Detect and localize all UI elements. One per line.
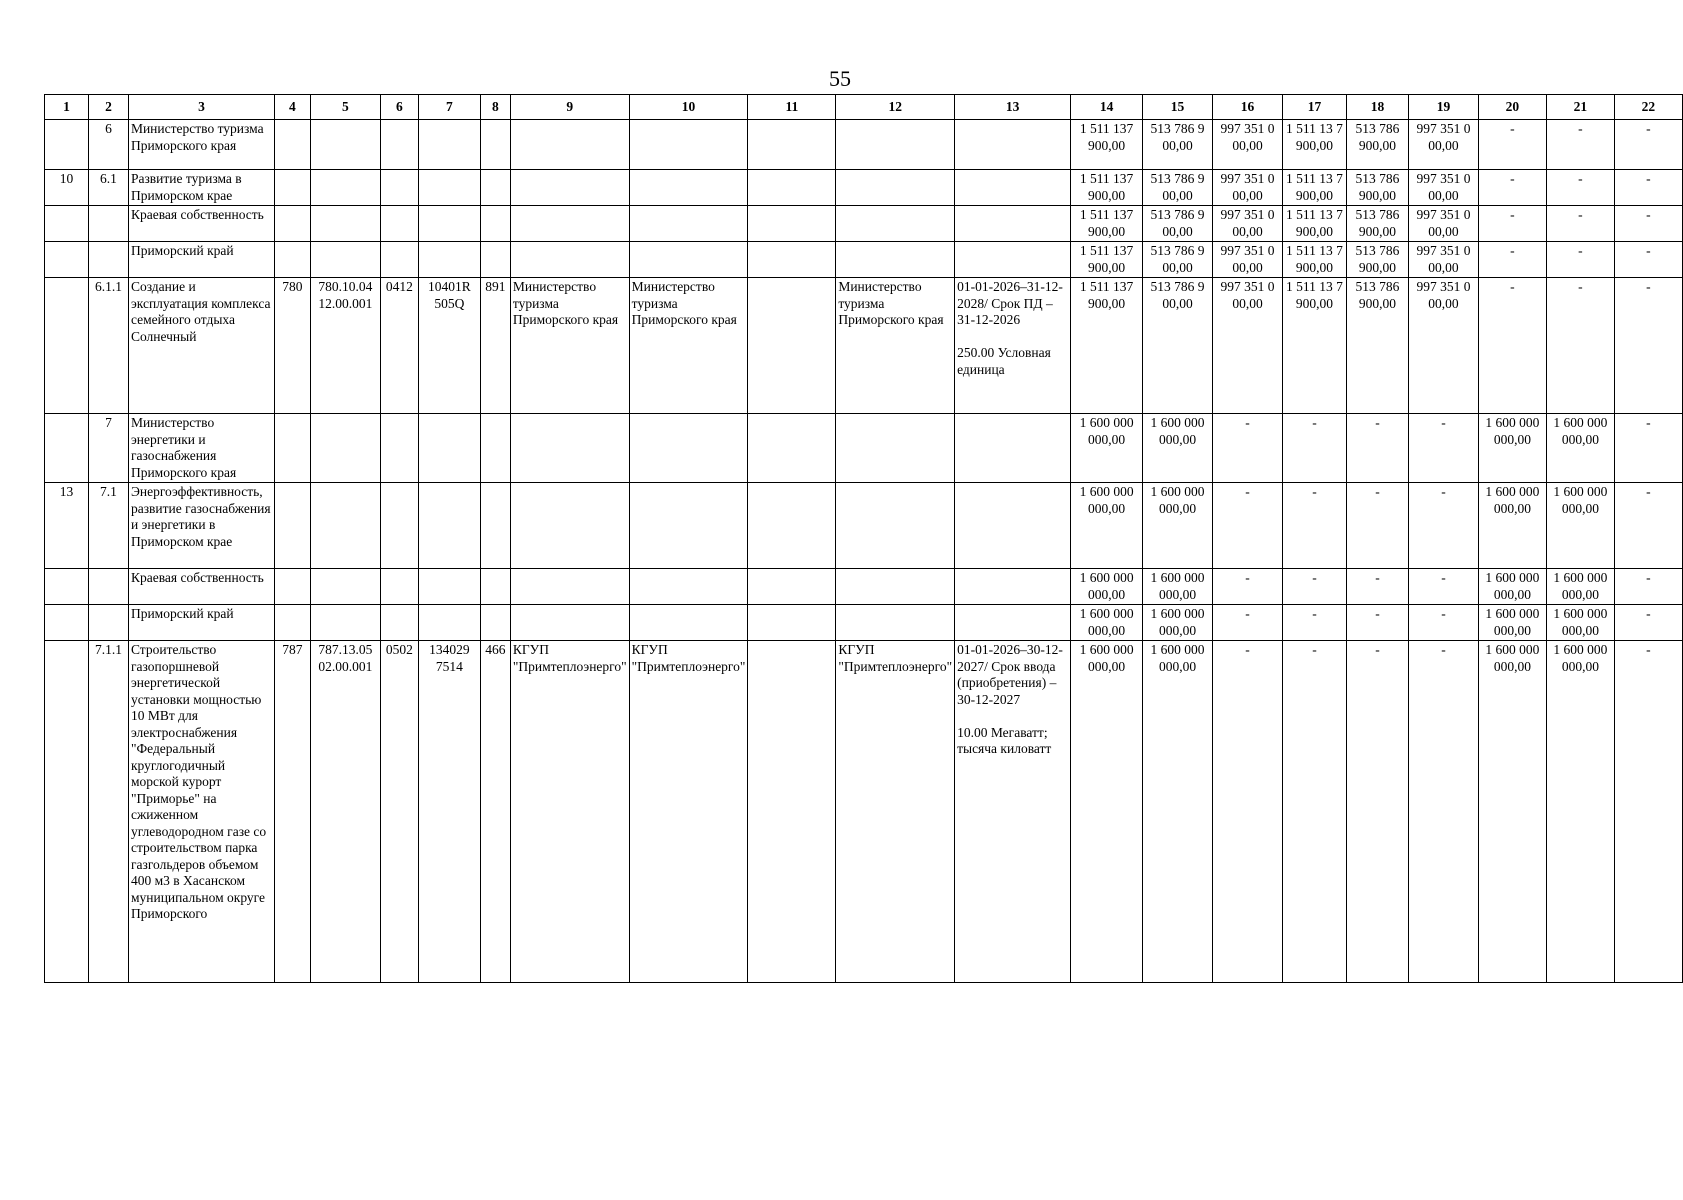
table-cell-col-12 (836, 605, 955, 641)
table-cell-col-18: 513 786 900,00 (1346, 278, 1408, 414)
table-cell-col-18: - (1346, 569, 1408, 605)
table-cell-col-8 (480, 120, 510, 170)
table-cell-col-13 (955, 120, 1071, 170)
table-cell-col-14: 1 600 000 000,00 (1071, 605, 1143, 641)
table-cell-col-15: 1 600 000 000,00 (1143, 605, 1213, 641)
table-cell-col-22: - (1614, 170, 1682, 206)
table-cell-col-9 (510, 120, 629, 170)
table-cell-col-16: - (1213, 483, 1283, 569)
column-header-4: 4 (274, 95, 310, 120)
column-header-22: 22 (1614, 95, 1682, 120)
table-cell-col-5: 787.13.05 02.00.001 (310, 641, 380, 983)
table-cell-col-20: 1 600 000 000,00 (1478, 641, 1546, 983)
column-header-14: 14 (1071, 95, 1143, 120)
table-cell-col-7 (418, 120, 480, 170)
table-cell-col-13 (955, 170, 1071, 206)
table-cell-col-10 (629, 483, 748, 569)
table-cell-col-21: - (1546, 120, 1614, 170)
table-cell-col-11 (748, 569, 836, 605)
table-cell-col-18: 513 786 900,00 (1346, 120, 1408, 170)
table-cell-col-18: - (1346, 641, 1408, 983)
table-cell-col-6 (380, 242, 418, 278)
table-cell-col-18: 513 786 900,00 (1346, 242, 1408, 278)
table-cell-col-19: 997 351 0 00,00 (1408, 120, 1478, 170)
column-header-1: 1 (45, 95, 89, 120)
table-cell-col-3: Министерство туризма Приморского края (128, 120, 274, 170)
table-cell-col-1 (45, 206, 89, 242)
table-cell-col-17: - (1282, 641, 1346, 983)
table-cell-col-11 (748, 641, 836, 983)
table-row (45, 170, 1683, 206)
table-cell-col-4 (274, 242, 310, 278)
column-header-10: 10 (629, 95, 748, 120)
table-cell-col-4 (274, 483, 310, 569)
table-row (45, 242, 1683, 278)
table-cell-col-11 (748, 120, 836, 170)
column-header-6: 6 (380, 95, 418, 120)
table-cell-col-20: 1 600 000 000,00 (1478, 483, 1546, 569)
table-cell-col-20: - (1478, 242, 1546, 278)
table-cell-col-8 (480, 206, 510, 242)
table-cell-col-5: 780.10.04 12.00.001 (310, 278, 380, 414)
table-cell-col-4: 780 (274, 278, 310, 414)
table-cell-col-19: 997 351 0 00,00 (1408, 170, 1478, 206)
table-cell-col-15: 513 786 9 00,00 (1143, 206, 1213, 242)
table-cell-col-6 (380, 206, 418, 242)
table-cell-col-8 (480, 414, 510, 483)
table-cell-col-19: 997 351 0 00,00 (1408, 242, 1478, 278)
column-header-2: 2 (88, 95, 128, 120)
table-cell-col-11 (748, 170, 836, 206)
table-cell-col-17: 1 511 13 7 900,00 (1282, 206, 1346, 242)
table-cell-col-10 (629, 242, 748, 278)
table-cell-col-7 (418, 414, 480, 483)
table-cell-col-16: - (1213, 641, 1283, 983)
table-cell-col-10 (629, 120, 748, 170)
table-cell-col-8 (480, 170, 510, 206)
table-cell-col-14: 1 511 137 900,00 (1071, 242, 1143, 278)
table-cell-col-2: 7.1.1 (88, 641, 128, 983)
table-cell-col-19: - (1408, 483, 1478, 569)
table-cell-col-15: 1 600 000 000,00 (1143, 483, 1213, 569)
table-cell-col-17: 1 511 13 7 900,00 (1282, 170, 1346, 206)
table-cell-col-14: 1 600 000 000,00 (1071, 414, 1143, 483)
table-cell-col-12 (836, 414, 955, 483)
table-cell-col-22: - (1614, 278, 1682, 414)
table-cell-col-8: 891 (480, 278, 510, 414)
table-cell-col-6 (380, 414, 418, 483)
table-cell-col-11 (748, 605, 836, 641)
table-cell-col-1: 10 (45, 170, 89, 206)
table-cell-col-5 (310, 569, 380, 605)
table-cell-col-17: - (1282, 569, 1346, 605)
table-cell-col-12 (836, 483, 955, 569)
table-cell-col-1 (45, 414, 89, 483)
table-cell-col-8 (480, 605, 510, 641)
table-cell-col-1: 13 (45, 483, 89, 569)
table-cell-col-3: Приморский край (128, 242, 274, 278)
table-cell-col-19: 997 351 0 00,00 (1408, 206, 1478, 242)
table-cell-col-4 (274, 605, 310, 641)
table-cell-col-13: 01-01-2026–30-12-2027/ Срок ввода (приобретения) – 30-12-2027 10.00 Мегаватт; тысяча киловатт (955, 641, 1071, 983)
column-header-8: 8 (480, 95, 510, 120)
table-cell-col-9: Министерство туризма Приморского края (510, 278, 629, 414)
table-cell-col-5 (310, 483, 380, 569)
table-cell-col-7 (418, 569, 480, 605)
table-cell-col-20: 1 600 000 000,00 (1478, 569, 1546, 605)
table-cell-col-2: 6 (88, 120, 128, 170)
column-header-12: 12 (836, 95, 955, 120)
table-cell-col-10 (629, 605, 748, 641)
table-cell-col-14: 1 511 137 900,00 (1071, 278, 1143, 414)
table-cell-col-16: 997 351 0 00,00 (1213, 242, 1283, 278)
column-header-21: 21 (1546, 95, 1614, 120)
table-cell-col-6: 0502 (380, 641, 418, 983)
table-cell-col-5 (310, 206, 380, 242)
table-cell-col-8: 466 (480, 641, 510, 983)
table-cell-col-21: 1 600 000 000,00 (1546, 641, 1614, 983)
table-cell-col-1 (45, 569, 89, 605)
table-cell-col-16: - (1213, 414, 1283, 483)
table-cell-col-20: - (1478, 206, 1546, 242)
table-cell-col-2: 6.1.1 (88, 278, 128, 414)
table-cell-col-9: КГУП "Примтеплоэнерго" (510, 641, 629, 983)
table-cell-col-5 (310, 170, 380, 206)
table-cell-col-16: 997 351 0 00,00 (1213, 206, 1283, 242)
table-cell-col-19: 997 351 0 00,00 (1408, 278, 1478, 414)
table-cell-col-11 (748, 278, 836, 414)
table-cell-col-2: 7 (88, 414, 128, 483)
table-cell-col-3: Строительство газопоршневой энергетической установки мощностью 10 МВт для электроснабжения "Федеральный круглогодичный морской курорт "Приморье" на сжиженном углеводородном газе со строительством парка газгольдеров объемом 400 м3 в Хасанском муниципальном округе Приморского (128, 641, 274, 983)
table-cell-col-3: Создание и эксплуатация комплекса семейного отдыха Солнечный (128, 278, 274, 414)
table-cell-col-9 (510, 605, 629, 641)
header-row (45, 95, 1683, 120)
table-cell-col-22: - (1614, 605, 1682, 641)
table-cell-col-17: - (1282, 483, 1346, 569)
table-cell-col-7 (418, 242, 480, 278)
budget-table (44, 94, 1683, 983)
table-cell-col-13 (955, 414, 1071, 483)
table-cell-col-21: 1 600 000 000,00 (1546, 483, 1614, 569)
table-cell-col-9 (510, 206, 629, 242)
table-cell-col-9 (510, 242, 629, 278)
table-cell-col-4: 787 (274, 641, 310, 983)
table-row (45, 278, 1683, 414)
table-cell-col-21: 1 600 000 000,00 (1546, 605, 1614, 641)
table-cell-col-12 (836, 170, 955, 206)
table-cell-col-10 (629, 569, 748, 605)
table-cell-col-20: - (1478, 170, 1546, 206)
table-cell-col-21: 1 600 000 000,00 (1546, 569, 1614, 605)
table-cell-col-3: Энергоэффективность, развитие газоснабжения и энергетики в Приморском крае (128, 483, 274, 569)
table-cell-col-2: 6.1 (88, 170, 128, 206)
table-cell-col-12 (836, 569, 955, 605)
column-header-7: 7 (418, 95, 480, 120)
table-row (45, 605, 1683, 641)
table-cell-col-14: 1 600 000 000,00 (1071, 641, 1143, 983)
table-cell-col-1 (45, 641, 89, 983)
table-cell-col-17: - (1282, 605, 1346, 641)
table-cell-col-3: Краевая собственность (128, 206, 274, 242)
table-cell-col-21: - (1546, 278, 1614, 414)
table-row (45, 206, 1683, 242)
page-number: 55 (829, 66, 851, 91)
table-cell-col-16: - (1213, 605, 1283, 641)
column-header-20: 20 (1478, 95, 1546, 120)
table-cell-col-6 (380, 605, 418, 641)
table-cell-col-18: 513 786 900,00 (1346, 170, 1408, 206)
table-row (45, 641, 1683, 983)
table-cell-col-19: - (1408, 605, 1478, 641)
table-cell-col-3: Краевая собственность (128, 569, 274, 605)
table-cell-col-2 (88, 605, 128, 641)
table-cell-col-22: - (1614, 242, 1682, 278)
table-cell-col-14: 1 511 137 900,00 (1071, 120, 1143, 170)
table-cell-col-5 (310, 242, 380, 278)
table-cell-col-15: 1 600 000 000,00 (1143, 414, 1213, 483)
table-cell-col-16: 997 351 0 00,00 (1213, 278, 1283, 414)
table-cell-col-9 (510, 569, 629, 605)
table-cell-col-16: 997 351 0 00,00 (1213, 170, 1283, 206)
table-cell-col-2 (88, 206, 128, 242)
table-cell-col-19: - (1408, 641, 1478, 983)
table-cell-col-11 (748, 242, 836, 278)
table-cell-col-6 (380, 120, 418, 170)
table-cell-col-13 (955, 483, 1071, 569)
table-cell-col-20: 1 600 000 000,00 (1478, 605, 1546, 641)
table-cell-col-13: 01-01-2026–31-12-2028/ Срок ПД – 31-12-2026 250.00 Условная единица (955, 278, 1071, 414)
table-cell-col-6 (380, 569, 418, 605)
table-cell-col-18: - (1346, 483, 1408, 569)
table-row (45, 483, 1683, 569)
table-row (45, 414, 1683, 483)
table-cell-col-18: 513 786 900,00 (1346, 206, 1408, 242)
table-cell-col-20: - (1478, 120, 1546, 170)
table-cell-col-3: Приморский край (128, 605, 274, 641)
table-cell-col-20: - (1478, 278, 1546, 414)
table-cell-col-13 (955, 242, 1071, 278)
table-cell-col-7: 134029 7514 (418, 641, 480, 983)
table-cell-col-22: - (1614, 206, 1682, 242)
table-cell-col-22: - (1614, 569, 1682, 605)
table-cell-col-22: - (1614, 414, 1682, 483)
table-cell-col-17: - (1282, 414, 1346, 483)
table-cell-col-21: - (1546, 170, 1614, 206)
table-cell-col-7 (418, 605, 480, 641)
table-cell-col-6 (380, 170, 418, 206)
table-cell-col-16: 997 351 0 00,00 (1213, 120, 1283, 170)
table-row (45, 120, 1683, 170)
table-cell-col-15: 513 786 9 00,00 (1143, 278, 1213, 414)
table-cell-col-17: 1 511 13 7 900,00 (1282, 120, 1346, 170)
table-cell-col-17: 1 511 13 7 900,00 (1282, 242, 1346, 278)
table-cell-col-12 (836, 242, 955, 278)
table-cell-col-4 (274, 120, 310, 170)
table-cell-col-4 (274, 206, 310, 242)
table-cell-col-8 (480, 242, 510, 278)
table-cell-col-14: 1 600 000 000,00 (1071, 569, 1143, 605)
table-cell-col-9 (510, 483, 629, 569)
table-cell-col-21: - (1546, 206, 1614, 242)
table-cell-col-7 (418, 170, 480, 206)
table-cell-col-19: - (1408, 569, 1478, 605)
table-cell-col-2 (88, 242, 128, 278)
table-cell-col-7 (418, 483, 480, 569)
table-cell-col-4 (274, 170, 310, 206)
table-cell-col-13 (955, 605, 1071, 641)
table-cell-col-14: 1 511 137 900,00 (1071, 170, 1143, 206)
table-cell-col-10 (629, 414, 748, 483)
table-cell-col-21: - (1546, 242, 1614, 278)
table-cell-col-10: Министерство туризма Приморского края (629, 278, 748, 414)
table-cell-col-10: КГУП "Примтеплоэнерго" (629, 641, 748, 983)
table-cell-col-1 (45, 120, 89, 170)
table-cell-col-10 (629, 170, 748, 206)
table-cell-col-1 (45, 278, 89, 414)
column-header-3: 3 (128, 95, 274, 120)
table-cell-col-18: - (1346, 605, 1408, 641)
table-cell-col-15: 1 600 000 000,00 (1143, 641, 1213, 983)
table-cell-col-11 (748, 483, 836, 569)
column-header-11: 11 (748, 95, 836, 120)
table-cell-col-7: 10401R 505Q (418, 278, 480, 414)
table-cell-col-6 (380, 483, 418, 569)
column-header-5: 5 (310, 95, 380, 120)
table-cell-col-15: 513 786 9 00,00 (1143, 170, 1213, 206)
column-header-19: 19 (1408, 95, 1478, 120)
column-header-9: 9 (510, 95, 629, 120)
table-cell-col-7 (418, 206, 480, 242)
table-cell-col-1 (45, 605, 89, 641)
table-cell-col-17: 1 511 13 7 900,00 (1282, 278, 1346, 414)
table-cell-col-21: 1 600 000 000,00 (1546, 414, 1614, 483)
column-header-18: 18 (1346, 95, 1408, 120)
table-cell-col-2: 7.1 (88, 483, 128, 569)
table-cell-col-1 (45, 242, 89, 278)
column-header-15: 15 (1143, 95, 1213, 120)
table-cell-col-4 (274, 414, 310, 483)
table-cell-col-19: - (1408, 414, 1478, 483)
table-cell-col-12: КГУП "Примтеплоэнерго" (836, 641, 955, 983)
table-cell-col-16: - (1213, 569, 1283, 605)
table-cell-col-14: 1 600 000 000,00 (1071, 483, 1143, 569)
table-cell-col-18: - (1346, 414, 1408, 483)
table-cell-col-15: 1 600 000 000,00 (1143, 569, 1213, 605)
table-row (45, 569, 1683, 605)
table-cell-col-4 (274, 569, 310, 605)
table-cell-col-5 (310, 120, 380, 170)
table-cell-col-5 (310, 605, 380, 641)
table-cell-col-20: 1 600 000 000,00 (1478, 414, 1546, 483)
table-cell-col-3: Развитие туризма в Приморском крае (128, 170, 274, 206)
table-cell-col-22: - (1614, 120, 1682, 170)
table-cell-col-12 (836, 206, 955, 242)
table-cell-col-8 (480, 483, 510, 569)
table-cell-col-22: - (1614, 483, 1682, 569)
table-cell-col-10 (629, 206, 748, 242)
table-cell-col-9 (510, 414, 629, 483)
table-cell-col-3: Министерство энергетики и газоснабжения Приморского края (128, 414, 274, 483)
table-cell-col-22: - (1614, 641, 1682, 983)
table-cell-col-12: Министерство туризма Приморского края (836, 278, 955, 414)
column-header-13: 13 (955, 95, 1071, 120)
table-cell-col-14: 1 511 137 900,00 (1071, 206, 1143, 242)
table-cell-col-5 (310, 414, 380, 483)
table-cell-col-6: 0412 (380, 278, 418, 414)
column-header-16: 16 (1213, 95, 1283, 120)
table-cell-col-8 (480, 569, 510, 605)
table-cell-col-11 (748, 414, 836, 483)
table-cell-col-15: 513 786 9 00,00 (1143, 120, 1213, 170)
table-cell-col-13 (955, 206, 1071, 242)
table-cell-col-11 (748, 206, 836, 242)
table-cell-col-15: 513 786 9 00,00 (1143, 242, 1213, 278)
table-cell-col-9 (510, 170, 629, 206)
table-cell-col-2 (88, 569, 128, 605)
column-header-17: 17 (1282, 95, 1346, 120)
table-cell-col-12 (836, 120, 955, 170)
table-cell-col-13 (955, 569, 1071, 605)
